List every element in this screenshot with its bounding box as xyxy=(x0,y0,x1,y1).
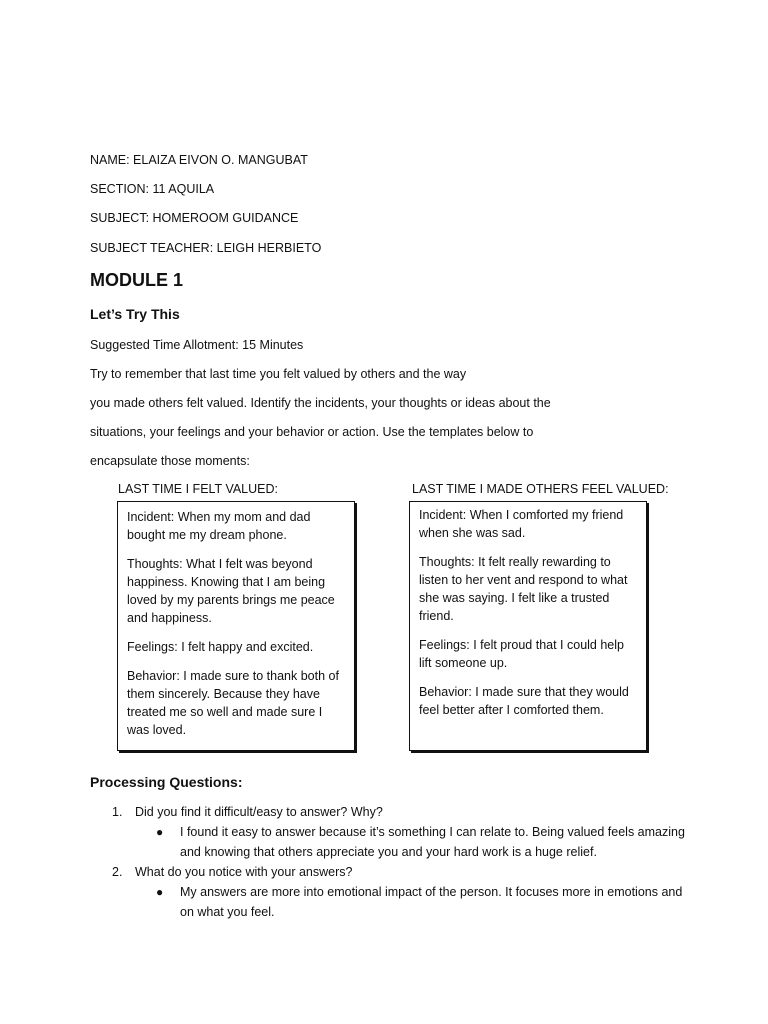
instruction-line: Try to remember that last time you felt valued by others and the way xyxy=(90,367,467,381)
module-title: MODULE 1 xyxy=(90,270,184,290)
bullet-icon: ● xyxy=(156,885,164,899)
question-item xyxy=(90,802,690,822)
thoughts-text: Thoughts: It felt really rewarding to listen to her vent and respond to what she was saying. I felt like a trusted friend. xyxy=(419,555,628,623)
student-name: NAME: ELAIZA EIVON O. MANGUBAT xyxy=(90,153,308,167)
processing-questions-list xyxy=(90,802,690,922)
right-box-title: LAST TIME I MADE OTHERS FEEL VALUED: xyxy=(412,482,669,496)
bullet-icon: ● xyxy=(156,825,164,839)
answer-item xyxy=(90,882,690,922)
answer-text: My answers are more into emotional impact of the person. It focuses more in emotions and on what you feel. xyxy=(180,885,683,919)
feelings-text: Feelings: I felt proud that I could help lift someone up. xyxy=(419,638,624,670)
incident-text: Incident: When my mom and dad bought me my dream phone. xyxy=(127,510,311,542)
time-allotment: Suggested Time Allotment: 15 Minutes xyxy=(90,338,304,352)
feelings-text: Feelings: I felt happy and excited. xyxy=(127,640,314,654)
incident-text: Incident: When I comforted my friend when she was sad. xyxy=(419,508,624,540)
behavior-text: Behavior: I made sure that they would feel better after I comforted them. xyxy=(419,685,629,717)
subject: SUBJECT: HOMEROOM GUIDANCE xyxy=(90,211,299,225)
made-others-valued-box xyxy=(409,501,647,751)
answer-text: I found it easy to answer because it’s something I can relate to. Being valued feels amazing and knowing that others appreciate you and your hard work is a huge relief. xyxy=(180,825,685,859)
thoughts-text: Thoughts: What I felt was beyond happiness. Knowing that I am being loved by my parents brings me peace and happiness. xyxy=(127,557,335,625)
left-box-title: LAST TIME I FELT VALUED: xyxy=(118,482,279,496)
subject-teacher: SUBJECT TEACHER: LEIGH HERBIETO xyxy=(90,241,322,255)
processing-questions-title: Processing Questions: xyxy=(90,774,243,790)
instruction-line: encapsulate those moments: xyxy=(90,454,250,468)
instruction-line: you made others felt valued. Identify the incidents, your thoughts or ideas about the xyxy=(90,396,551,410)
felt-valued-box xyxy=(117,501,355,751)
question-number: 1. xyxy=(112,805,123,819)
instruction-line: situations, your feelings and your behavior or action. Use the templates below to xyxy=(90,425,534,439)
question-item xyxy=(90,862,690,882)
question-text: Did you find it difficult/easy to answer? Why? xyxy=(135,805,383,819)
section-heading: Let’s Try This xyxy=(90,306,180,322)
question-number: 2. xyxy=(112,865,123,879)
question-text: What do you notice with your answers? xyxy=(135,865,353,879)
answer-item xyxy=(90,822,690,862)
behavior-text: Behavior: I made sure to thank both of them sincerely. Because they have treated me so well and made sure I was loved. xyxy=(127,669,339,737)
student-section: SECTION: 11 AQUILA xyxy=(90,182,215,196)
